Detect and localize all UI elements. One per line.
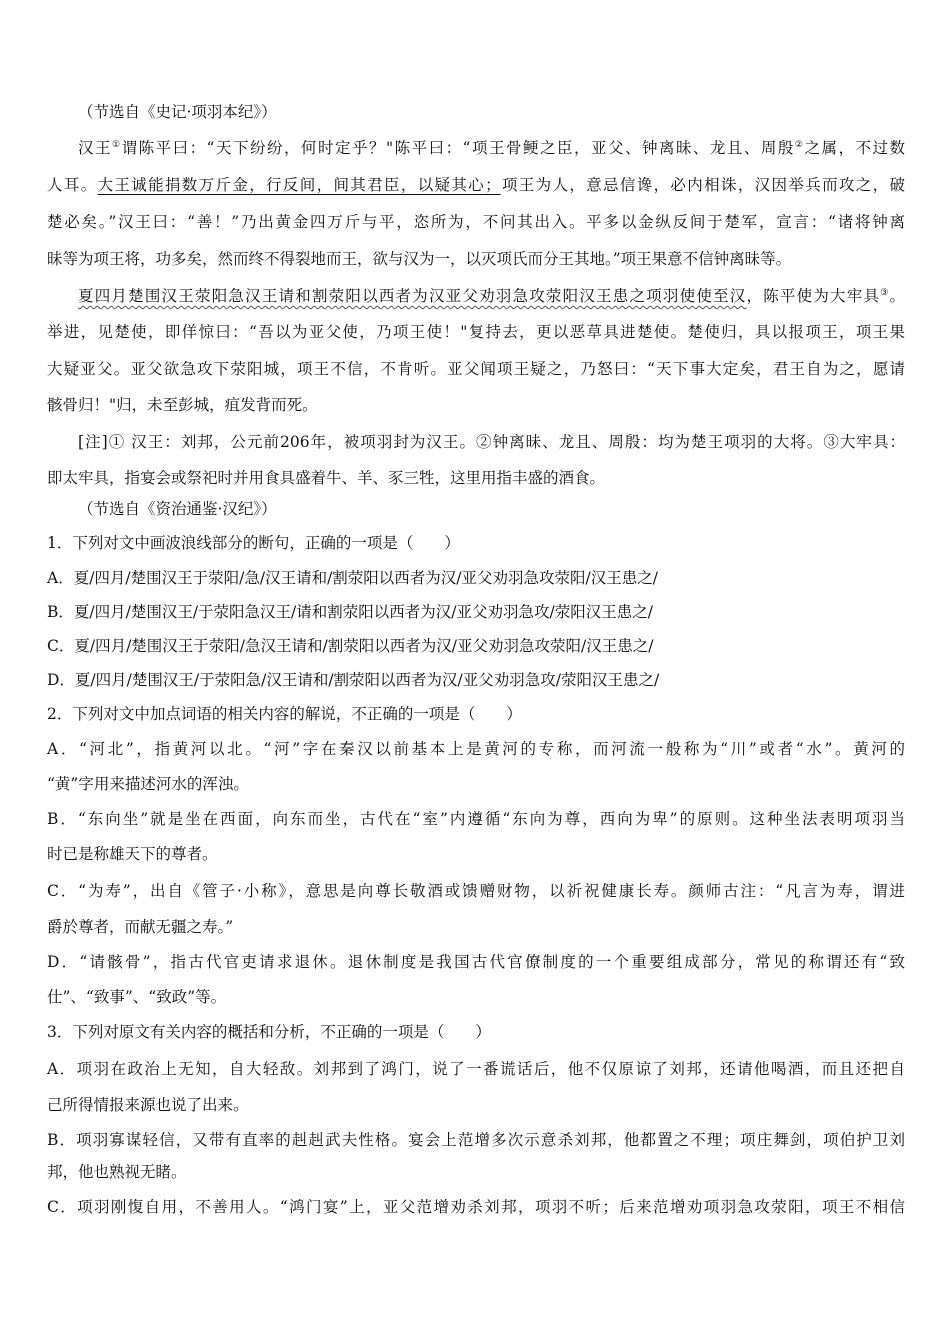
underlined-sentence: 大王诚能捐数万斤金，行反间，间其君臣，以疑其心； (97, 176, 501, 194)
annotation-line: 即太牢具，指宴会或祭祀时并用食具盛着牛、羊、豕三牲，这里用指丰盛的酒食。 (47, 469, 606, 487)
option-d: D．夏/四月/楚围汉王/于荥阳急/汉王请和/割荥阳以西者为汉/亚父劝羽急攻/荥阳汉王患之/ (47, 671, 660, 689)
passage-line: 大疑亚父。亚父欲急攻下荥阳城，项王不信，不肯听。亚父闻项王疑之，乃怒曰：“天下事大定矣，君王自为之，愿请 (47, 360, 905, 378)
option-c: C．项羽刚愎自用，不善用人。“鸿门宴”上，亚父范增劝杀刘邦，项羽不听；后来范增劝项羽急攻荥阳，项王不相信 (47, 1198, 905, 1216)
option-c-cont: 爵於尊者，而献无疆之寿。” (47, 918, 234, 936)
option-a: A．夏/四月/楚围汉王于荥阳/急/汉王请和/割荥阳以西者为汉/亚父劝羽急攻荥阳/汉王患之/ (47, 569, 658, 587)
option-b: B．夏/四月/楚围汉王/于荥阳急汉王/请和割荥阳以西者为汉/亚父劝羽急攻/荥阳汉王患之/ (47, 603, 653, 621)
option-d-cont: 仕”、“致事”、“致政”等。 (47, 988, 227, 1006)
passage-line: 举进，见楚使，即佯惊曰：“吾以为亚父使，乃项王使！"复持去，更以恶草具进楚使。楚使归，具以报项王，项王果 (47, 323, 905, 341)
option-a: A．项羽在政治上无知，自大轻敌。刘邦到了鸿门，说了一番谎话后，他不仅原谅了刘邦，还请他喝酒，而且还把自 (47, 1060, 905, 1078)
option-c: C．“为寿”，出自《管子·小称》，意思是向尊长敬酒或馈赠财物，以祈祝健康长寿。颜师古注：“凡言为寿，谓进 (47, 882, 905, 900)
question-stem: 3．下列对原文有关内容的概括和分析，不正确的一项是（ ） (47, 1023, 491, 1041)
option-d: D．“请骸骨”，指古代官吏请求退休。退休制度是我国古代官僚制度的一个重要组成部分，常见的称谓还有“致 (47, 953, 905, 971)
source-note: （节选自《资治通鉴·汉纪》） (78, 500, 277, 518)
option-c: C．夏/四月/楚围汉王于荥阳/急汉王请和/割荥阳以西者为汉/亚父劝羽急攻荥阳/汉王患之/ (47, 637, 654, 655)
passage-line: 昧等为项王将，功多矣，然而终不得裂地而王，欲与汉为一，以灭项氏而分王其地。”项王果意不信钟离昧等。 (47, 250, 792, 268)
option-b-cont: 邦，他也熟视无睹。 (47, 1163, 187, 1181)
source-note: （节选自《史记·项羽本纪》） (78, 103, 277, 121)
question-stem: 2．下列对文中加点词语的相关内容的解说，不正确的一项是（ ） (47, 705, 522, 723)
passage-line: 汉王①谓陈平曰：“天下纷纷，何时定乎？"陈平曰：“项王骨鲠之臣，亚父、钟离昧、龙且、周殷②之属，不过数 (78, 139, 905, 157)
option-b: B．“东向坐”就是坐在西面，向东而坐，古代在“室”内遵循“东向为尊，西向为卑”的原则。这种坐法表明项羽当 (47, 810, 905, 828)
passage-line: 骸骨归！"归，未至彭城，疽发背而死。 (47, 396, 318, 414)
option-a-cont: “黄”字用来描述河水的浑浊。 (47, 775, 249, 793)
option-b: B．项羽寡谋轻信，又带有直率的赳赳武夫性格。宴会上范增多次示意杀刘邦，他都置之不理；项庄舞剑，项伯护卫刘 (47, 1131, 905, 1149)
question-stem: 1．下列对文中画波浪线部分的断句，正确的一项是（ ） (47, 534, 460, 552)
option-b-cont: 时已是称雄天下的尊者。 (47, 845, 218, 863)
wavy-underlined-sentence: 夏四月楚围汉王荥阳急汉王请和割荥阳以西者为汉亚父劝羽急攻荥阳汉王患之项羽使使至汉 (78, 287, 747, 305)
annotation-line: [注]① 汉王：刘邦，公元前206年，被项羽封为汉王。②钟离昧、龙且、周殷：均为楚王项羽的大将。③大牢具： (78, 433, 905, 451)
passage-line: 夏四月楚围汉王荥阳急汉王请和割荥阳以西者为汉亚父劝羽急攻荥阳汉王患之项羽使使至汉，陈平使为大牢具③。 (78, 287, 905, 305)
passage-line: 楚必矣。”汉王曰：“善！”乃出黄金四万斤与平，恣所为，不问其出入。平多以金纵反间于楚军，宣言：“诸将钟离 (47, 213, 905, 231)
passage-line: 人耳。大王诚能捐数万斤金，行反间，间其君臣，以疑其心；项王为人，意忌信谗，必内相诛，汉因举兵而攻之，破 (47, 176, 905, 194)
option-a: A．“河北”，指黄河以北。“河”字在秦汉以前基本上是黄河的专称，而河流一般称为“川”或者“水”。黄河的 (47, 740, 905, 758)
option-a-cont: 己所得情报来源也说了出来。 (47, 1096, 249, 1114)
